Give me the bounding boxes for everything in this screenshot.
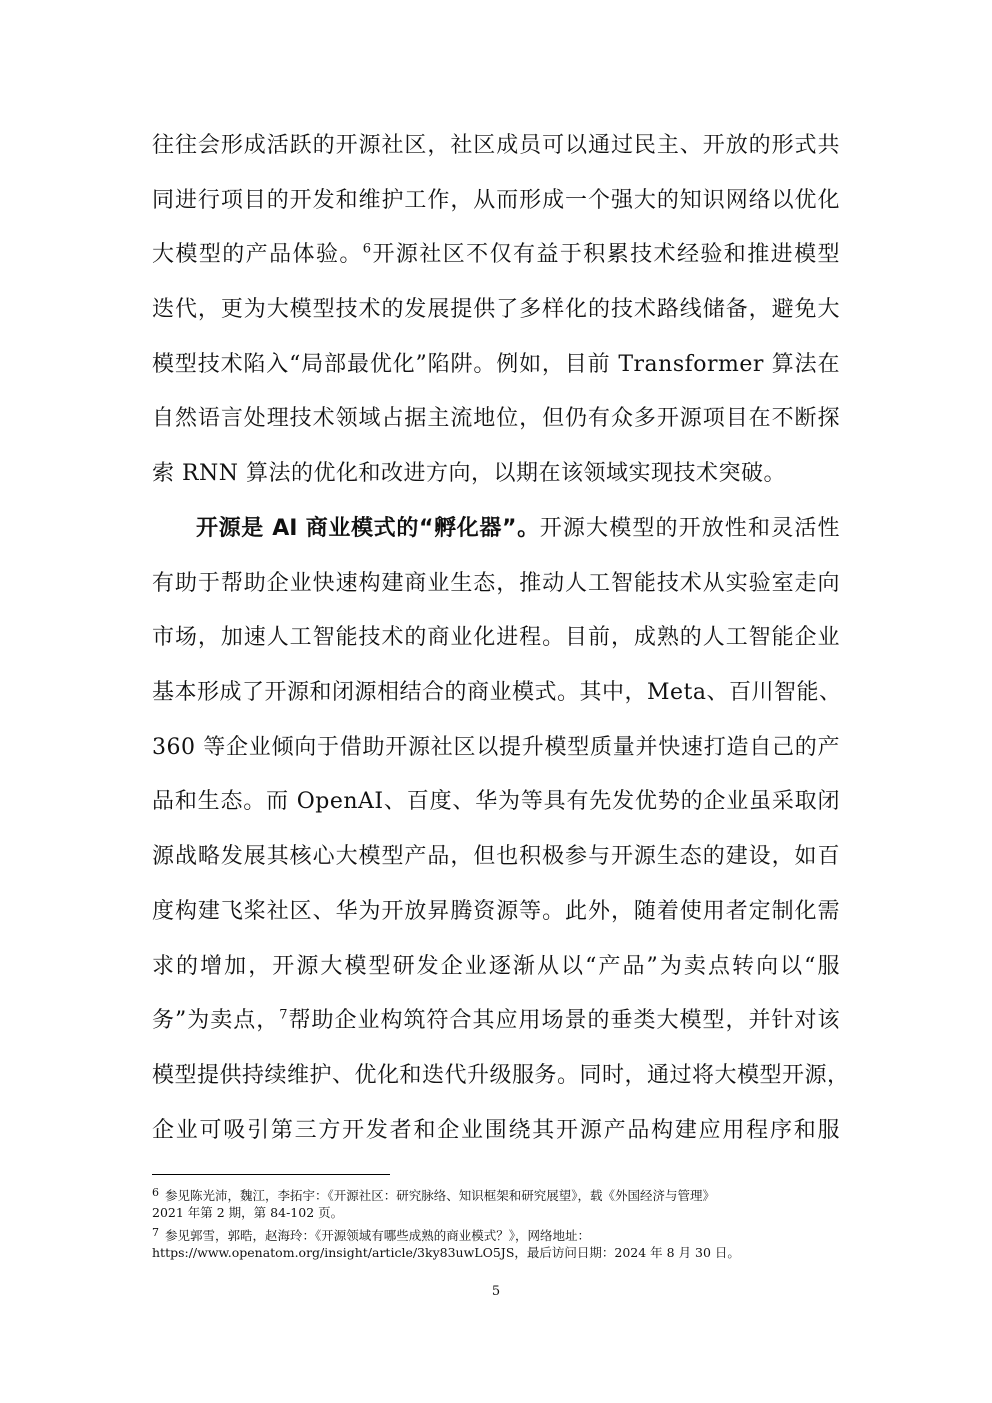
- text-line: 同进行项目的开发和维护工作，从而形成一个强大的知识网络以优化: [152, 188, 840, 213]
- text-line: 企业可吸引第三方开发者和企业围绕其开源产品构建应用程序和服: [152, 1118, 840, 1143]
- text-line: 360 等企业倾向于借助开源社区以提升模型质量并快速打造自己的产: [152, 735, 840, 760]
- text-line: 迭代，更为大模型技术的发展提供了多样化的技术路线储备，避免大: [152, 297, 840, 322]
- footnote-7: [152, 1224, 852, 1245]
- text-line: 有助于帮助企业快速构建商业生态，推动人工智能技术从实验室走向: [152, 571, 840, 596]
- text-line: 模型技术陷入“局部最优化”陷阱。例如，目前 Transformer 算法在: [152, 352, 840, 377]
- footnote-6: [152, 1184, 852, 1205]
- text-line: 品和生态。而 OpenAI、百度、华为等具有先发优势的企业虽采取闭: [152, 789, 840, 814]
- footnote-6-continued: 2021 年第 2 期，第 84-102 页。: [152, 1205, 344, 1220]
- text-line: 度构建飞桨社区、华为开放昇腾资源等。此外，随着使用者定制化需: [152, 899, 840, 924]
- footnote-marker: 6: [152, 1186, 159, 1199]
- text-line: 求的增加，开源大模型研发企业逐渐从以“产品”为卖点转向以“服: [152, 954, 840, 979]
- text-line: 往往会形成活跃的开源社区，社区成员可以通过民主、开放的形式共: [152, 133, 840, 158]
- text-segment: 开源大模型的开放性和灵活性: [539, 516, 840, 541]
- text-line: 模型提供持续维护、优化和迭代升级服务。同时，通过将大模型开源，: [152, 1063, 850, 1088]
- text-segment: 务”为卖点，: [152, 1008, 280, 1033]
- text-segment: 帮助企业构筑符合其应用场景的垂类大模型，并针对该: [288, 1008, 840, 1033]
- text-line: 自然语言处理技术领域占据主流地位，但仍有众多开源项目在不断探: [152, 406, 840, 431]
- text-segment: 开源社区不仅有益于积累技术经验和推进模型: [371, 242, 840, 267]
- footnote-separator: [152, 1174, 390, 1175]
- paragraph-lead-heading: 开源是 AI 商业模式的“孵化器”。: [196, 516, 540, 541]
- text-segment: 大模型的产品体验。: [152, 242, 363, 267]
- footnote-marker: 7: [152, 1226, 159, 1239]
- footnote-7-continued[interactable]: https://www.openatom.org/insight/article/3ky83uwLO5JS，最后访问日期：2024 年 8 月 30 日。: [152, 1245, 740, 1260]
- page-number: 5: [491, 1284, 501, 1299]
- footnote-reference[interactable]: 6: [362, 241, 372, 257]
- text-line: 索 RNN 算法的优化和改进方向，以期在该领域实现技术突破。: [152, 461, 787, 486]
- text-line: [196, 514, 840, 544]
- text-line: [152, 240, 840, 270]
- footnote-text: 参见郭雪，郭晧，赵海玲：《开源领域有哪些成熟的商业模式？》，网络地址：: [165, 1228, 591, 1243]
- text-line: [152, 1006, 840, 1036]
- text-line: 源战略发展其核心大模型产品，但也积极参与开源生态的建设，如百: [152, 844, 840, 869]
- text-line: 基本形成了开源和闭源相结合的商业模式。其中，Meta、百川智能、: [152, 680, 842, 705]
- footnote-reference[interactable]: 7: [279, 1007, 289, 1023]
- text-line: 市场，加速人工智能技术的商业化进程。目前，成熟的人工智能企业: [152, 625, 840, 650]
- footnote-text: 参见陈光沛，魏江，李拓宇：《开源社区：研究脉络、知识框架和研究展望》，载《外国经济与管理》: [165, 1188, 716, 1203]
